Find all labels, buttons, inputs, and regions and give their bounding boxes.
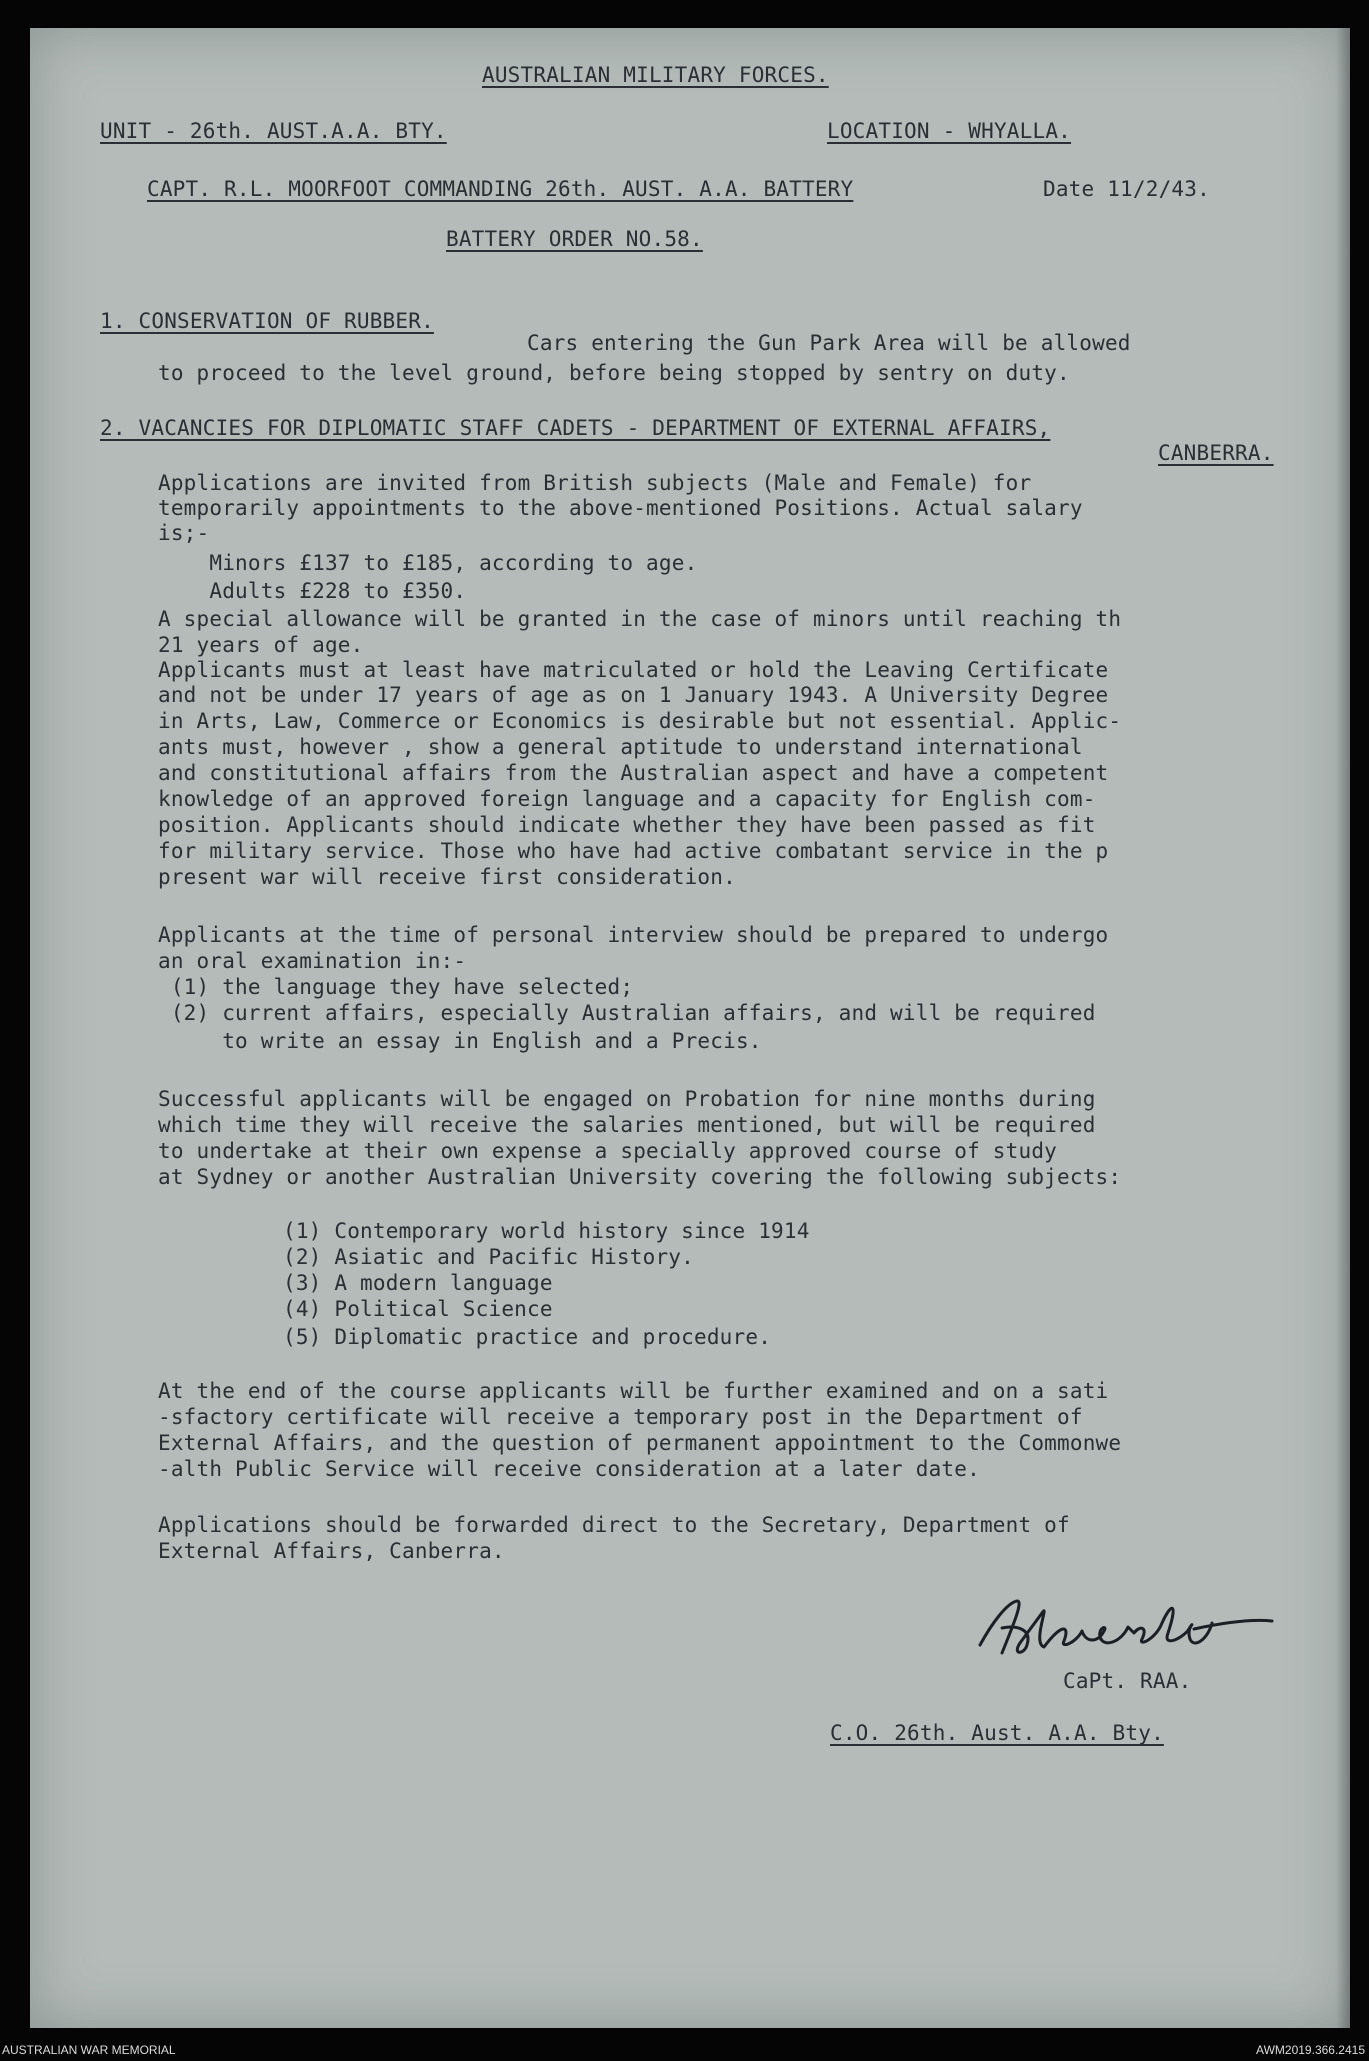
document-title: AUSTRALIAN MILITARY FORCES. [482, 63, 829, 87]
subject-item: (2) Asiatic and Pacific History. [283, 1245, 694, 1269]
paragraph-line: -sfactory certificate will receive a temporary post in the Department of [158, 1405, 1083, 1429]
paragraph-line: At the end of the course applicants will be further examined and on a sati [158, 1379, 1109, 1403]
subject-item: (1) Contemporary world history since 1914 [283, 1219, 810, 1243]
paragraph-line: which time they will receive the salaries mentioned, but will be required [158, 1113, 1096, 1137]
paper-edge-shadow [1336, 28, 1350, 2028]
paragraph-line: is;- [158, 521, 210, 545]
paragraph-line: Applicants at the time of personal interview should be prepared to undergo [158, 923, 1109, 947]
location-line: LOCATION - WHYALLA. [827, 119, 1072, 143]
handwritten-signature [972, 1583, 1282, 1673]
subject-item: (5) Diplomatic practice and procedure. [283, 1325, 772, 1349]
paragraph-line: to undertake at their own expense a specially approved course of study [158, 1139, 1058, 1163]
section-1-line: Cars entering the Gun Park Area will be allowed [527, 331, 1131, 355]
signatory-role: C.O. 26th. Aust. A.A. Bty. [830, 1721, 1164, 1745]
paragraph-line: for military service. Those who have had active combatant service in the p [158, 839, 1109, 863]
section-2-heading-cont: CANBERRA. [1158, 441, 1274, 465]
salary-adults-line: Adults £228 to £350. [158, 579, 467, 603]
signatory-rank: CaPt. RAA. [1063, 1669, 1192, 1693]
paragraph-line: ants must, however , show a general aptitude to understand international [158, 735, 1083, 759]
date-line: Date 11/2/43. [1043, 177, 1210, 201]
subject-item: (4) Political Science [283, 1297, 553, 1321]
section-1-heading: 1. CONSERVATION OF RUBBER. [100, 309, 434, 333]
paragraph-line: External Affairs, and the question of permanent appointment to the Commonwe [158, 1431, 1122, 1455]
paragraph-line: temporarily appointments to the above-mentioned Positions. Actual salary [158, 496, 1083, 520]
paragraph-line: Applications are invited from British subjects (Male and Female) for [158, 471, 1032, 495]
subject-item: (3) A modern language [283, 1271, 553, 1295]
paragraph-line: 21 years of age. [158, 633, 364, 657]
paragraph-line: in Arts, Law, Commerce or Economics is desirable but not essential. Applic- [158, 709, 1122, 733]
paragraph-line: knowledge of an approved foreign language and a capacity for English com- [158, 787, 1096, 811]
paragraph-line: Applications should be forwarded direct to the Secretary, Department of [158, 1513, 1070, 1537]
paragraph-line: an oral examination in:- [158, 949, 467, 973]
paragraph-line: at Sydney or another Australian University covering the following subjects: [158, 1165, 1122, 1189]
paragraph-line: and constitutional affairs from the Australian aspect and have a competent [158, 761, 1109, 785]
paragraph-line: -alth Public Service will receive consideration at a later date. [158, 1457, 980, 1481]
paragraph-line: position. Applicants should indicate whether they have been passed as fit [158, 813, 1096, 837]
paragraph-line: A special allowance will be granted in the case of minors until reaching th [158, 607, 1122, 631]
salary-minors-line: Minors £137 to £185, according to age. [158, 551, 698, 575]
exam-item: (1) the language they have selected; [158, 975, 634, 999]
commanding-line: CAPT. R.L. MOORFOOT COMMANDING 26th. AUST. A.A. BATTERY [147, 177, 854, 201]
footer-source: AUSTRALIAN WAR MEMORIAL [2, 2043, 176, 2057]
paragraph-line: Successful applicants will be engaged on Probation for nine months during [158, 1087, 1096, 1111]
paragraph-line: and not be under 17 years of age as on 1 January 1943. A University Degree [158, 683, 1109, 707]
paragraph-line: Applicants must at least have matriculated or hold the Leaving Certificate [158, 658, 1109, 682]
exam-item-cont: to write an essay in English and a Precis. [158, 1029, 762, 1053]
paragraph-line: present war will receive first consideration. [158, 865, 736, 889]
footer-catalog-id: AWM2019.366.2415 [1256, 2043, 1365, 2057]
unit-line: UNIT - 26th. AUST.A.A. BTY. [100, 119, 447, 143]
exam-item: (2) current affairs, especially Australian affairs, and will be required [158, 1001, 1096, 1025]
section-2-heading: 2. VACANCIES FOR DIPLOMATIC STAFF CADETS - DEPARTMENT OF EXTERNAL AFFAIRS, [100, 416, 1051, 440]
section-1-line: to proceed to the level ground, before being stopped by sentry on duty. [158, 361, 1070, 385]
battery-order-number: BATTERY ORDER NO.58. [446, 227, 703, 251]
paragraph-line: External Affairs, Canberra. [158, 1539, 505, 1563]
